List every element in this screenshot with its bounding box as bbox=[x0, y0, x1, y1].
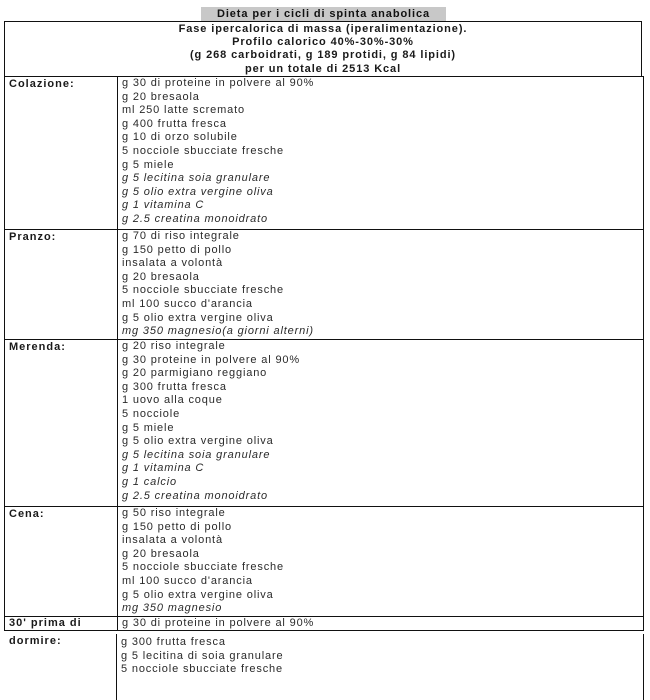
supplement-item: mg 350 magnesio(a giorni alterni) bbox=[122, 325, 314, 338]
food-item: 5 nocciole sbucciate fresche bbox=[122, 144, 284, 157]
meal-items bbox=[117, 230, 643, 339]
food-item: 5 nocciole sbucciate fresche bbox=[122, 561, 284, 574]
meal-items bbox=[117, 617, 643, 630]
food-item: insalata a volontà bbox=[122, 257, 223, 270]
supplement-item: mg 350 magnesio bbox=[122, 602, 223, 615]
food-item: g 20 bresaola bbox=[122, 547, 200, 560]
food-item: g 70 di riso integrale bbox=[122, 230, 240, 242]
meal-items bbox=[117, 507, 643, 616]
food-item: 5 nocciole bbox=[122, 407, 181, 420]
food-item: g 400 frutta fresca bbox=[122, 117, 227, 130]
meal-label: Pranzo: bbox=[9, 231, 57, 243]
supplement-item: g 5 olio extra vergine oliva bbox=[122, 185, 274, 198]
food-item: g 30 proteine in polvere al 90% bbox=[122, 353, 301, 366]
supplement-item: g 5 lecitina soia granulare bbox=[122, 172, 271, 185]
food-item: g 150 petto di pollo bbox=[122, 243, 232, 256]
supplement-item: g 1 vitamina C bbox=[122, 199, 205, 212]
meal-label: Colazione: bbox=[9, 78, 75, 90]
document-title: Dieta per i cicli di spinta anabolica bbox=[201, 7, 446, 21]
food-item: g 300 frutta fresca bbox=[122, 380, 227, 393]
food-item: 1 uovo alla coque bbox=[122, 394, 223, 407]
food-item: g 5 olio extra vergine oliva bbox=[122, 588, 274, 601]
meal-row-dormire bbox=[4, 634, 644, 700]
meal-row-colazione bbox=[4, 76, 644, 229]
food-item: g 150 petto di pollo bbox=[122, 520, 232, 533]
header-total: per un totale di 2513 Kcal bbox=[244, 62, 402, 75]
meal-row-merenda bbox=[4, 339, 644, 506]
food-item: g 10 di orzo solubile bbox=[122, 131, 238, 144]
food-item: ml 100 succo d'arancia bbox=[122, 574, 253, 587]
food-item: g 5 lecitina di soia granulare bbox=[121, 649, 284, 662]
food-item: g 20 bresaola bbox=[122, 270, 200, 283]
meal-label: dormire: bbox=[9, 635, 62, 647]
food-item: g 20 riso integrale bbox=[122, 340, 226, 352]
meal-label: Cena: bbox=[9, 508, 45, 520]
food-item: g 5 miele bbox=[122, 421, 175, 434]
header-profile: Profilo calorico 40%-30%-30% bbox=[232, 36, 414, 49]
food-item: g 5 miele bbox=[122, 158, 175, 171]
supplement-item: g 1 vitamina C bbox=[122, 462, 205, 475]
food-item: 5 nocciole sbucciate fresche bbox=[121, 663, 283, 676]
meal-items bbox=[116, 634, 643, 700]
food-item: ml 250 latte scremato bbox=[122, 104, 246, 117]
meal-label: 30' prima di bbox=[9, 617, 82, 629]
food-item: ml 100 succo d'arancia bbox=[122, 297, 253, 310]
food-item: g 300 frutta fresca bbox=[121, 636, 226, 648]
meal-row-pranzo bbox=[4, 229, 644, 339]
meal-items bbox=[117, 77, 643, 229]
food-item: g 50 riso integrale bbox=[122, 507, 226, 519]
food-item: g 20 bresaola bbox=[122, 90, 200, 103]
supplement-item: g 5 lecitina soia granulare bbox=[122, 448, 271, 461]
diet-header bbox=[4, 21, 642, 76]
food-item: g 30 di proteine in polvere al 90% bbox=[122, 617, 315, 629]
supplement-item: g 1 calcio bbox=[122, 475, 177, 488]
meal-row-before-sleep bbox=[4, 616, 644, 631]
supplement-item: g 2.5 creatina monoidrato bbox=[122, 212, 268, 225]
food-item: 5 nocciole sbucciate fresche bbox=[122, 284, 284, 297]
food-item: insalata a volontà bbox=[122, 534, 223, 547]
food-item: g 20 parmigiano reggiano bbox=[122, 367, 268, 380]
food-item: g 5 olio extra vergine oliva bbox=[122, 311, 274, 324]
meal-items bbox=[117, 340, 643, 506]
supplement-item: g 2.5 creatina monoidrato bbox=[122, 489, 268, 502]
meal-label: Merenda: bbox=[9, 341, 66, 353]
food-item: g 30 di proteine in polvere al 90% bbox=[122, 77, 315, 89]
header-macros: (g 268 carboidrati, g 189 protidi, g 84 lipidi) bbox=[189, 49, 456, 62]
header-phase: Fase ipercalorica di massa (iperalimentazione). bbox=[178, 23, 468, 35]
food-item: g 5 olio extra vergine oliva bbox=[122, 435, 274, 448]
meal-row-cena bbox=[4, 506, 644, 616]
